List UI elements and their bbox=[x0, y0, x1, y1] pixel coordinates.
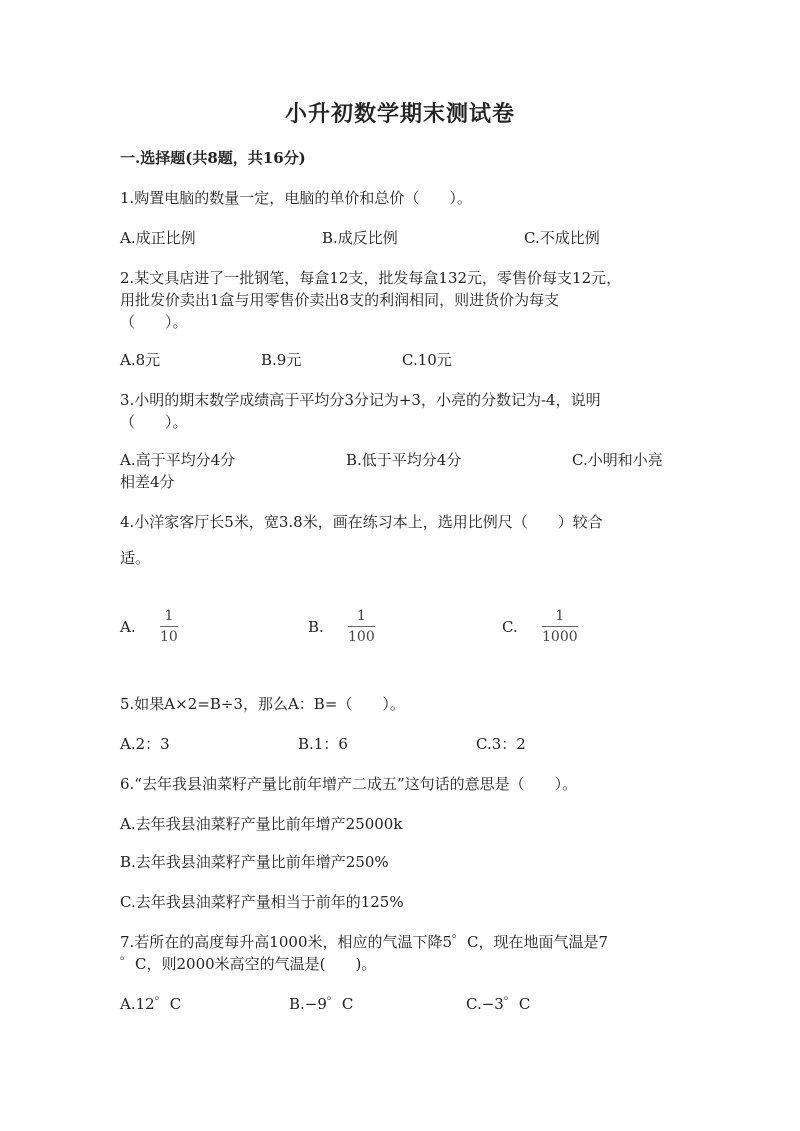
question-6-stem: 6.“去年我县油菜籽产量比前年增产二成五”这句话的意思是（ ）。 bbox=[120, 775, 578, 793]
question-3-stem-line-2: （ ）。 bbox=[120, 413, 188, 431]
question-3-option-c-continued: 相差4分 bbox=[120, 473, 175, 491]
question-5-stem: 5.如果A×2=B÷3，那么A：B=（ ）。 bbox=[120, 695, 405, 713]
question-1-option-a: A.成正比例 bbox=[120, 229, 196, 247]
fraction-denominator: 10 bbox=[160, 629, 178, 645]
question-3-stem-line-1: 3.小明的期末数学成绩高于平均分3分记为+3，小亮的分数记为-4，说明 bbox=[120, 391, 601, 409]
question-7-stem-line-1: 7.若所在的高度每升高1000米，相应的气温下降5゜C，现在地面气温是7 bbox=[120, 933, 609, 951]
question-4-stem-line-1: 4.小洋家客厅长5米，宽3.8米，画在练习本上，选用比例尺（ ）较合 bbox=[120, 513, 603, 531]
question-4-option-b: B. bbox=[308, 618, 324, 636]
question-4-option-c-fraction bbox=[542, 608, 578, 645]
question-7-option-b: B.−9゜C bbox=[289, 995, 354, 1013]
question-6-option-b: B.去年我县油菜籽产量比前年增产250% bbox=[120, 853, 389, 871]
question-2-option-a: A.8元 bbox=[120, 351, 161, 369]
question-4-option-b-fraction bbox=[348, 608, 375, 645]
question-2-stem-line-3: （ ）。 bbox=[120, 313, 188, 331]
question-2-option-c: C.10元 bbox=[402, 351, 452, 369]
question-4-option-a-fraction bbox=[160, 608, 178, 645]
fraction-bar bbox=[160, 626, 178, 627]
question-1-option-c: C.不成比例 bbox=[524, 229, 600, 247]
question-2-stem-line-2: 用批发价卖出1盒与用零售价卖出8支的利润相同，则进货价为每支 bbox=[120, 291, 560, 309]
fraction-denominator: 100 bbox=[348, 629, 375, 645]
fraction-bar bbox=[348, 626, 375, 627]
question-5-option-c: C.3：2 bbox=[476, 735, 526, 753]
fraction-numerator: 1 bbox=[555, 608, 565, 624]
exam-title: 小升初数学期末测试卷 bbox=[284, 101, 515, 127]
question-2-stem-line-1: 2.某文具店进了一批钢笔，每盒12支，批发每盒132元，零售价每支12元， bbox=[120, 269, 622, 287]
question-5-option-a: A.2：3 bbox=[120, 735, 170, 753]
question-6-option-c: C.去年我县油菜籽产量相当于前年的125% bbox=[120, 893, 404, 911]
question-4-stem-line-2: 适。 bbox=[120, 549, 151, 567]
question-7-option-a: A.12゜C bbox=[120, 995, 182, 1013]
question-3-option-a: A.高于平均分4分 bbox=[120, 451, 236, 469]
question-5-option-b: B.1：6 bbox=[298, 735, 348, 753]
question-7-stem-line-2: ゜C，则2000米高空的气温是( )。 bbox=[120, 955, 377, 973]
section-heading: 一.选择题(共8题，共16分) bbox=[120, 149, 306, 167]
question-2-option-b: B.9元 bbox=[261, 351, 302, 369]
question-7-option-c: C.−3゜C bbox=[466, 995, 531, 1013]
question-1-stem: 1.购置电脑的数量一定，电脑的单价和总价（ ）。 bbox=[120, 189, 472, 207]
fraction-numerator: 1 bbox=[356, 608, 366, 624]
question-3-option-c: C.小明和小亮 bbox=[572, 451, 663, 469]
fraction-bar bbox=[542, 626, 578, 627]
question-4-option-a: A. bbox=[120, 618, 136, 636]
fraction-denominator: 1000 bbox=[542, 629, 578, 645]
question-1-option-b: B.成反比例 bbox=[322, 229, 398, 247]
question-4-option-c: C. bbox=[502, 618, 518, 636]
question-3-option-b: B.低于平均分4分 bbox=[346, 451, 462, 469]
fraction-numerator: 1 bbox=[164, 608, 174, 624]
question-6-option-a: A.去年我县油菜籽产量比前年增产25000k bbox=[120, 815, 403, 833]
